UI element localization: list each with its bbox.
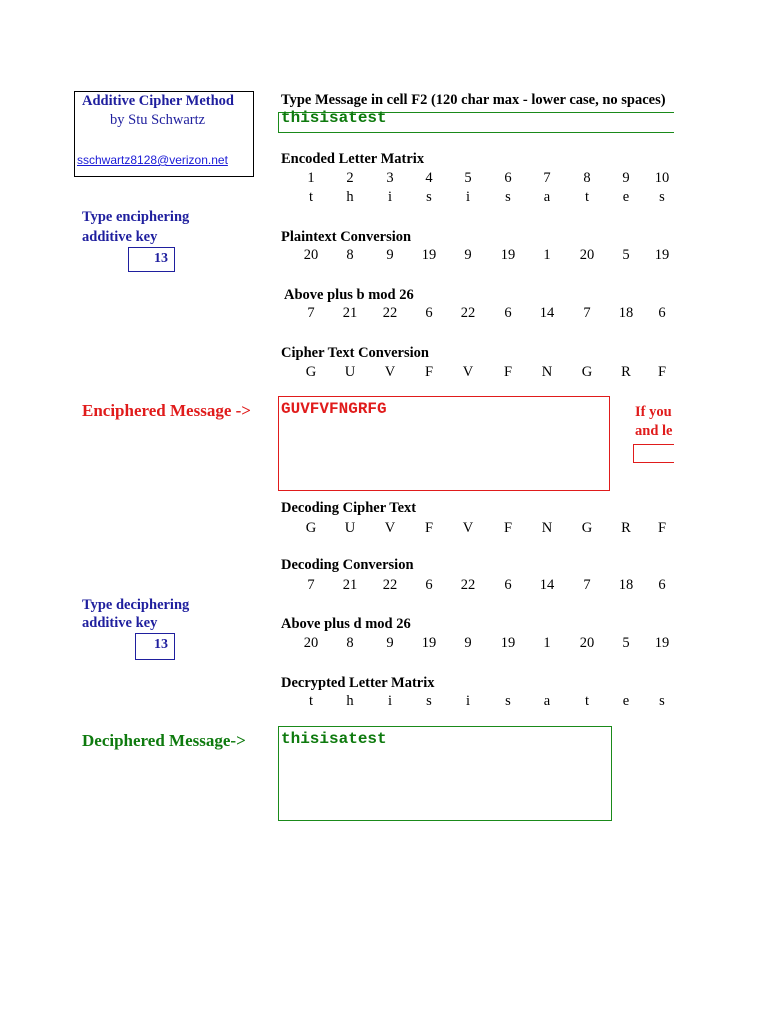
cell[interactable]: 18 [618,305,634,321]
cell[interactable]: F [503,364,513,380]
cell[interactable]: 8 [346,247,354,263]
app-title: Additive Cipher Method [82,93,234,109]
cell[interactable]: G [305,364,317,380]
cell[interactable]: 20 [579,635,595,651]
cell[interactable]: i [465,189,471,205]
cell[interactable]: 19 [654,247,670,263]
deciphered-message-text: thisisatest [281,730,387,748]
cell[interactable]: 19 [500,635,516,651]
cell[interactable]: e [622,189,630,205]
cell[interactable]: t [584,693,590,709]
decrypted-letter-matrix-title: Decrypted Letter Matrix [281,675,435,691]
author-email-link[interactable]: sschwartz8128@verizon.net [77,153,228,167]
enciphered-message-box[interactable] [278,396,610,491]
cell[interactable]: 19 [500,247,516,263]
cell[interactable]: 8 [583,170,591,186]
cell[interactable]: 1 [543,635,551,651]
cell[interactable]: 19 [654,635,670,651]
side-note-line1: If you [635,404,672,420]
cell[interactable]: G [305,520,317,536]
cell[interactable]: V [462,520,474,536]
cell[interactable]: s [505,693,511,709]
cell[interactable]: 10 [654,170,670,186]
shifted-number-row [280,305,672,325]
deciphering-key-label-line1: Type deciphering [82,597,190,613]
cell[interactable]: 7 [583,577,591,593]
cell[interactable]: 6 [658,577,666,593]
deciphered-message-box[interactable] [278,726,612,821]
cell[interactable]: 6 [425,305,433,321]
plaintext-number-row [280,247,672,267]
cell[interactable]: 22 [382,305,398,321]
decoding-number-row [280,577,672,597]
cell[interactable]: h [346,693,354,709]
cell[interactable]: 5 [464,170,472,186]
cell[interactable]: 9 [622,170,630,186]
cell[interactable]: U [344,520,356,536]
cell[interactable]: 14 [539,305,555,321]
decoding-conversion-title: Decoding Conversion [281,557,414,573]
cell[interactable]: s [426,693,432,709]
enciphered-message-label: Enciphered Message -> [82,401,251,420]
cell[interactable]: 9 [464,635,472,651]
message-input-value: thisisatest [281,109,387,127]
deciphered-message-label: Deciphered Message-> [82,731,246,750]
cell[interactable]: 20 [303,247,319,263]
cell[interactable]: 14 [539,577,555,593]
cell[interactable]: 6 [504,170,512,186]
cell[interactable]: 4 [425,170,433,186]
cell[interactable]: 22 [382,577,398,593]
title-box [74,91,254,177]
cipher-letter-row [280,364,672,384]
cell[interactable]: 9 [386,635,394,651]
cell[interactable]: s [505,189,511,205]
enciphering-key-input[interactable]: 13 [128,247,175,272]
cell[interactable]: V [384,520,396,536]
enciphering-key-label-line2: additive key [82,229,158,245]
cell[interactable]: 1 [543,247,551,263]
cell[interactable]: 19 [421,247,437,263]
cell[interactable]: 7 [307,305,315,321]
cell[interactable]: 6 [504,305,512,321]
author-label: by Stu Schwartz [110,112,206,128]
cell[interactable]: s [659,189,665,205]
cell[interactable]: 7 [583,305,591,321]
cell[interactable]: s [426,189,432,205]
cell[interactable]: R [621,364,631,380]
cell[interactable]: F [424,364,434,380]
cell[interactable]: t [584,189,590,205]
cell[interactable]: 7 [543,170,551,186]
cell[interactable]: h [346,189,354,205]
message-input-cell[interactable] [278,109,674,133]
enciphered-message-text: GUVFVFNGRFG [281,400,387,418]
cell[interactable]: V [384,364,396,380]
above-plus-d-title: Above plus d mod 26 [281,616,411,632]
message-instruction: Type Message in cell F2 (120 char max - lower case, no spaces) [281,92,666,108]
cell[interactable]: F [424,520,434,536]
cell[interactable]: 7 [307,577,315,593]
cell[interactable]: 22 [460,577,476,593]
cell[interactable]: 19 [421,635,437,651]
cell[interactable]: 22 [460,305,476,321]
encoded-letter-matrix-title: Encoded Letter Matrix [281,151,425,167]
cell[interactable]: a [543,189,551,205]
cell[interactable]: 3 [386,170,394,186]
cell[interactable]: 9 [386,247,394,263]
decrypted-letter-row [280,693,672,713]
cell[interactable]: 5 [622,635,630,651]
cell[interactable]: a [543,693,551,709]
deciphering-key-input[interactable]: 13 [135,633,175,660]
cell[interactable]: V [462,364,474,380]
cell[interactable]: 6 [504,577,512,593]
decoding-cipher-text-title: Decoding Cipher Text [281,500,417,516]
cell[interactable]: F [503,520,513,536]
side-input-cell[interactable] [633,444,674,463]
decoding-letter-row [280,520,672,540]
cell[interactable]: t [308,189,314,205]
index-row [280,170,672,190]
cell[interactable]: s [659,693,665,709]
plaintext-conversion-title: Plaintext Conversion [281,229,412,245]
cell[interactable]: 21 [342,305,358,321]
cell[interactable]: 20 [303,635,319,651]
cell[interactable]: G [581,364,593,380]
cell[interactable]: 8 [346,635,354,651]
cell[interactable]: F [657,364,667,380]
cell[interactable]: F [657,520,667,536]
cell[interactable]: 1 [307,170,315,186]
cell[interactable]: i [465,693,471,709]
cell[interactable]: 21 [342,577,358,593]
cell[interactable]: 2 [346,170,354,186]
cell[interactable]: e [622,693,630,709]
cell[interactable]: 20 [579,247,595,263]
cell[interactable]: G [581,520,593,536]
cell[interactable]: 6 [425,577,433,593]
letter-row [280,189,672,209]
cell[interactable]: i [387,189,393,205]
cell[interactable]: 9 [464,247,472,263]
cell[interactable]: i [387,693,393,709]
cell[interactable]: N [541,520,553,536]
decoded-number-row [280,635,672,655]
cell[interactable]: 5 [622,247,630,263]
cell[interactable]: 18 [618,577,634,593]
cell[interactable]: N [541,364,553,380]
above-plus-b-title: Above plus b mod 26 [284,287,414,303]
enciphering-key-label-line1: Type enciphering [82,209,190,225]
deciphering-key-label-line2: additive key [82,615,158,631]
cell[interactable]: t [308,693,314,709]
cell[interactable]: R [621,520,631,536]
cell[interactable]: U [344,364,356,380]
cipher-text-conversion-title: Cipher Text Conversion [281,345,429,361]
cell[interactable]: 6 [658,305,666,321]
side-note-line2: and le [635,423,673,439]
